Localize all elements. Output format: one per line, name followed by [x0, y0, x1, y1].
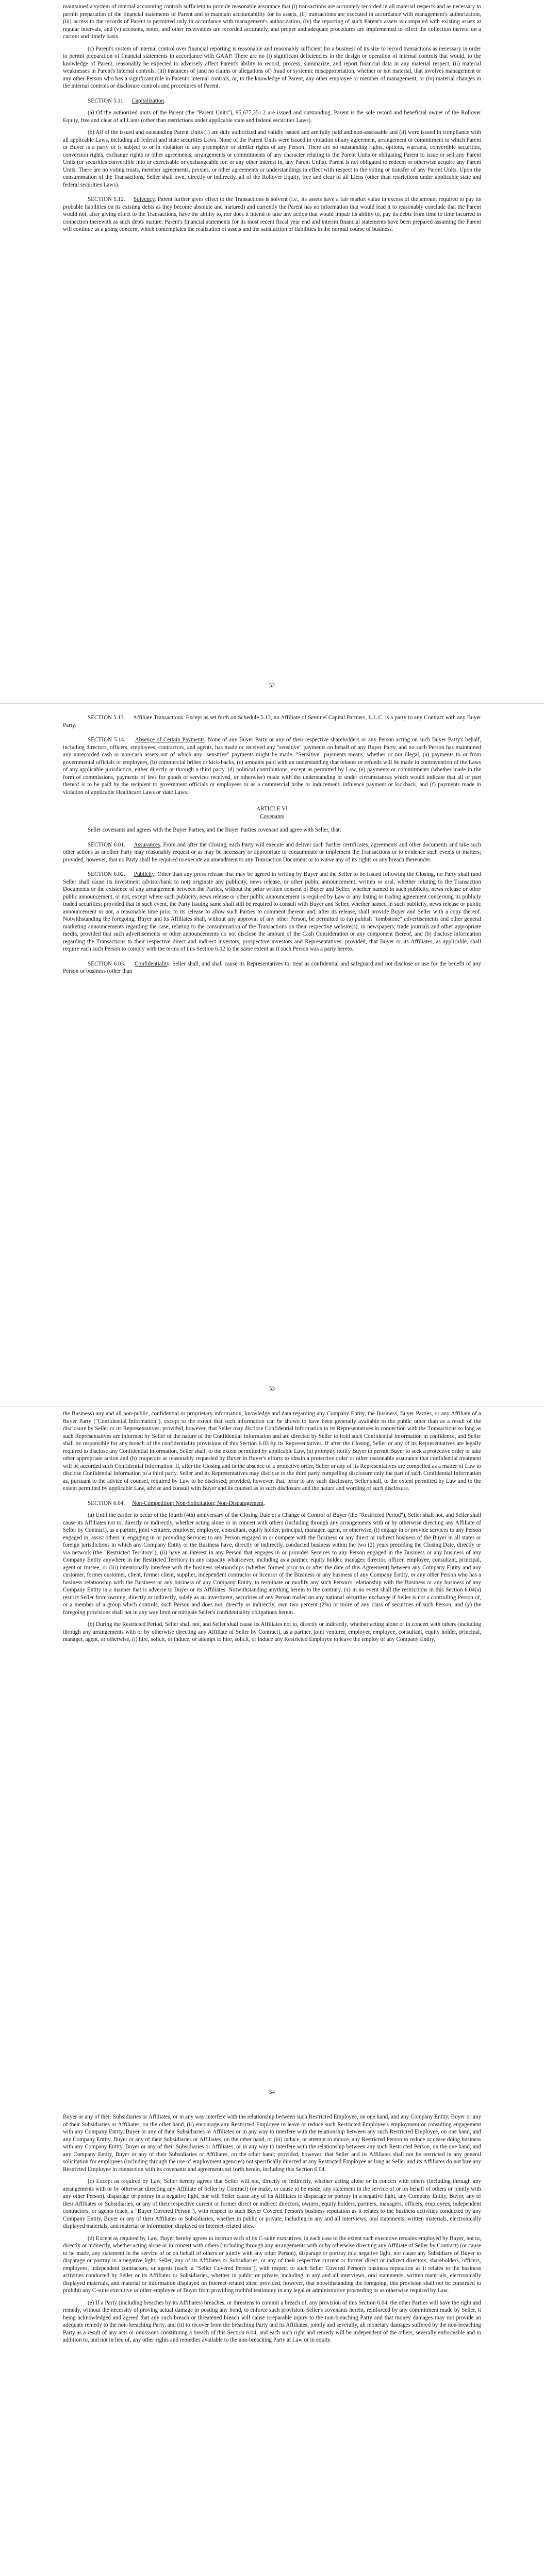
document-page: [0, 703, 544, 1406]
section-paragraph: [63, 841, 481, 864]
body-paragraph: (a) Until the earlier to occur of the fourth (4th) anniversary of the Closing Date or a Change of Control of Buyer (the "Restricted Period"), Seller shall not, and Seller shall cause its Affiliates not to, directly or indirectly, whether acting alone or in concert with others (including through any arrangements with or by otherwise directing any Affiliate of Seller by Contract), as a partner, joint venturer, employer, employee, consultant, equity holder, principal, manager, agent, or otherwise, (i) engage in or provide services to any Person engaged in, assist others in engaging in or providing Services to any Person engaged in or compete with the Business or any direct or indirect business of the Buyer in all states or foreign jurisdictions in which any Company Entity or the Business have, directly or indirectly, conducted business within the two (2) years preceding the Closing Date, directly or via network (the "Restricted Territory"), (ii) have an interest in any Person that engages in or provides Services to any Person engaged in the Business or any business of any Company Entity anywhere in the Restricted Territory in any capacity whatsoever, including as a partner, equity holder, manager, director, officer, employee, consultant, principal, agent or trustee, or (iii) intentionally interfere with the business relationships (whether formed prior to or after the date of this Agreement) between any Company Entity and any customer, former customer, client, former client, supplier, independent contractor or licensor of the Business or any business of any Company Entity, or any other Person who has a business relationship with the Business or any business of any Company Entity, to terminate or modify any such Person's relationship with the Business or any business of any Company Entity in a manner that is adverse to Buyer or its Affiliates. Notwithstanding anything herein to the contrary, (x) in no event shall the restrictions in this Section 6.04(a) restrict Seller from owning, directly or indirectly, solely as an investment, securities of any Person traded on any national securities exchange if Seller is not a controlling Person of, or a member of a group which controls, such Person and does not, directly or indirectly, own two percent (2%) or more of any class of securities of such Person, and (y) the foregoing provisions shall not in any way limit or mitigate Seller's confidentiality obligations herein.: [63, 1512, 481, 1616]
section-number: SECTION 6.01.: [88, 841, 125, 848]
section-paragraph: [63, 196, 481, 233]
section-paragraph: [63, 871, 481, 953]
body-paragraph: (b) All of the issued and outstanding Parent Units (i) are duly authorized and validly issued and are fully paid and non-assessable and (ii) were issued in compliance with all applicable Laws, including all federal and state securities Laws. None of the Parent Units were issued in violation of any agreement, arrangement or commitment to which Parent or Buyer is a party or is subject to or in violation of any preemptive or similar rights of any Person. There are no outstanding rights, options, warrants, convertible securities, conversion rights, exchange rights or other agreements, arrangements or commitments of any character relating to the Parent Units or obligating Parent to issue or sell any Parent Units (or securities convertible into or exercisable or exchangeable for, or any other interest in, any Parent Units). Parent is not obligated to redeem or otherwise acquire any Parent Units. There are no voting trusts, member agreements, proxies, or other agreements or understandings in effect with respect to the voting or transfer of any Parent Units. Upon the consummation of the Transactions, Seller shall own, directly or indirectly, all of the Rollover Equity, free and clear of all Liens (other than restrictions under applicable state and federal securities Laws).: [63, 129, 481, 188]
continued-paragraph: the Business) any and all non-public, confidential or proprietary information, knowledge and data regarding any Company Entity, the Business, Buyer Parties, or any Affiliate of a Buyer Party ("Confidential Information"), except to the extent that such information can be shown to have been generally available to the public other than as a result of the disclosure by Seller or its Representatives; provided, however, that Seller may disclose Confidential Information to its Representatives in connection with the Transactions so long as such Representatives are informed by Seller of the nature of the Confidential Information and are directed by Seller to hold such Confidential Information in confidence, and Seller shall be responsible for any breach of the confidentiality provisions of this Section 6.03 by its Representatives. If after the Closing, Seller or any of its Representatives are legally required to disclose any Confidential Information, Seller shall, to the extent permitted by applicable Law, (a) promptly notify Buyer to permit Buyer to seek a protective order or take other appropriate action and (b) cooperate as reasonably requested by Buyer in Buyer's efforts to obtain a protective order or other reasonable assurance that confidential treatment will be accorded such Confidential Information. If, after the Closing and in the absence of a protective order, Seller or any of its Representatives are compelled as a matter of Law to disclose Confidential Information to a third party, Seller and its Representatives may disclose to the third party compelling disclosure only the part of such Confidential Information as, pursuant to the advice of counsel, required by Law to be disclosed; provided, however, that, prior to any such disclosure, Seller shall, to the extent permitted by Law and to the extent permitted by applicable Law, advise and consult with Buyer and its counsel as to such disclosure and the nature and wording of such disclosure.: [63, 1411, 481, 1492]
body-paragraph: (b) During the Restricted Period, Seller shall not, and Seller shall cause its Affiliates not to, directly or indirectly, whether acting alone or in concert with others (including through any arrangements with or by otherwise directing any Affiliate of Seller by Contract), as a partner, joint venturer, employer, employee, consultant, equity holder, principal, manager, agent, or otherwise, (i) hire, solicit, or induce, or attempt to hire, solicit, or induce any Restricted Employee to leave the employ of any Company Entity,: [63, 1621, 481, 1642]
page-number: 52: [269, 683, 275, 689]
section-title: Assurances: [134, 841, 160, 848]
section-title: Capitalization: [131, 97, 164, 104]
section-paragraph: [63, 1500, 481, 1507]
section-body: . Except as set forth on Schedule 5.13, no Affiliate of Sentinel Capital Partners, L.L.C. is a party to any Contract with any Buyer Party.: [63, 715, 482, 728]
body-paragraph: (c) Parent's system of internal control over financial reporting is reasonable and reasonably sufficient for a business of its size to record transactions as necessary in order to permit preparation of financial statements in accordance with GAAP. There are no (i) significant deficiencies in the design or operation of internal controls that would, to the knowledge of Parent, reasonably be expected to adversely affect Parent's ability to record, process, summarize, and report financial data in any material respect, (ii) material weaknesses in Parent's internal controls, (iii) instances of (and no claims or allegations of) fraud or systemic misappropriation, whether or not material, that involves management or any other Person who has a significant role in Parent's internal controls, or, to the knowledge of Parent, any other employee or member of management, or (iv) material changes in the internal controls or disclosure controls and procedures of Parent.: [63, 45, 481, 89]
section-paragraph: [63, 714, 481, 729]
section-title: Solvency: [134, 196, 155, 202]
section-paragraph: [63, 97, 481, 105]
article-title: Covenants: [259, 813, 285, 820]
section-number: SECTION 5.14.: [88, 737, 126, 743]
body-paragraph: (d) Except as required by Law, Buyer hereby agrees to instruct each of its C-suite executives, in each case to the extent such executive remains employed by Buyer, not to, directly or indirectly, whether acting alone or in concert with others (including through any arrangements with or by otherwise directing any Affiliate of Seller by Contract) (or cause to be made, any statement in the service of or on behalf of others or jointly with any other Person), disparage or portray in a negative light, nor cause any Subsidiary of Buyer to disparage or portray in a negative light, Seller, any of its Affiliates or Subsidiaries, or any of their respective current or former direct or indirect directors, shareholders, officers, employees, independent contractors, or agents (each, a "Seller Covered Person"), with respect to such Seller Covered Person's business reputation as it relates to the business activities conducted by Seller or its Affiliates or Subsidiaries, whether in public or private, including in any and all interviews, oral statements, written materials, electronically displayed materials, and material or information displayed on Internet-related sites; provided, however, that notwithstanding the foregoing, this provision shall not be construed to prohibit any C-suite executive or other employee of Buyer from providing truthful testimony in any legal or administrative proceeding or as otherwise required by Law.: [63, 2235, 481, 2294]
body-paragraph: (e) If a Party (including breaches by its Affiliates) breaches, or threatens to commit a breach of, any provision of this Section 6.04, the other Parties will have the right and remedy, without the necessity of proving actual damage or posting any bond, to enforce such provision. Seller's covenants herein, reinforced by any commitment made by Seller, it being acknowledged and agreed that any such breach or threatened breach will cause irreparable injury to the non-breaching Party and that money damages may not provide an adequate remedy to the non-breaching Party, and (ii) to recover from the breaching Party and its Affiliates, jointly and severally, all monetary damages suffered by the non-breaching Party as a result of any acts or omissions constituting a breach of this Section 6.04, and each such right and remedy will be independent of the others, severally enforceable and in addition to, and not in lieu of, any other rights and remedies available to the non-breaching Party at Law or in equity.: [63, 2299, 481, 2343]
section-number: SECTION 6.02.: [88, 871, 125, 877]
section-number: SECTION 5.11.: [88, 97, 125, 104]
body-paragraph: (a) Of the authorized units of the Parent (the "Parent Units"), 95,677,351.2 are issued and outstanding. Parent is the sole record and beneficial owner of the Rollover Equity, free and clear of all Liens (other than restrictions under applicable state and federal securities Laws).: [63, 110, 481, 124]
continued-paragraph: Buyer or any of their Subsidiaries or Affiliates, or in any way interfere with the relationship between such Restricted Employee, on one hand, and any Company Entity, Buyer or any of their Subsidiaries or Affiliates, on the other hand, (ii) encourage any Restricted Employee to leave or reduce such Restricted Employee's employment or consulting engagement with any Company Entity, Buyer or any of their Subsidiaries or Affiliates or in any way to interfere with the relationship between any such Restricted Employee, on one hand, and any Company Entity, Buyer or any of their Subsidiaries or Affiliates, on the other hand, or (iii) induce, or attempt to induce, any Restricted Person to reduce or cease doing business with any Company Entity, Buyer or any of their Subsidiaries or Affiliates, or in any way to interfere with the relationship between any such Restricted Person, on the one hand, and any Company Entity, Buyer or any of their Subsidiaries or Affiliates, on the other hand; provided, however, that Seller and its Affiliates shall not be restricted in any general solicitation for employees (including through the use of employment agencies) not specifically directed at any Restricted Employee as long as Seller and its Affiliates do not hire any Restricted Employee in connection with its covenants and agreements set forth herein, including this Section 6.04.: [63, 2114, 481, 2173]
section-title: Publicity: [134, 871, 155, 877]
document-page: [0, 0, 544, 703]
body-paragraph: Seller covenants and agrees with the Buyer Parties, and the Buyer Parties covenant and agree with Seller, that:: [88, 827, 341, 833]
section-number: SECTION 5.12.: [88, 196, 125, 202]
section-title: Absence of Certain Payments: [135, 737, 205, 743]
section-body: . Parent further gives effect to the Transactions is solvent (i.e., its assets have a fair market value in excess of the amount required to pay its probable liabilities on its existing debts as they become absolute and matured) and currently the Parent has no information that would lead it to reasonably conclude that the Parent would not, after giving effect to the Transactions, have the ability to, nor does it intend to take any action that would impair its ability to, pay its debts from time to time incurred in connection therewith as such debts mature. Parent's financial statements for its most recent fiscal year end and interim financial statements have been prepared assuming the Parent will continue as a going concern, which contemplates the realization of assets and the satisfaction of liabilities in the normal course of business.: [63, 196, 482, 232]
section-number: SECTION 6.03.: [88, 960, 125, 967]
section-paragraph: [63, 736, 481, 796]
section-body: . From and after the Closing, each Party will execute and deliver such further certificates, agreements and other documents and take such other actions as another Party may reasonably request or as may be necessary or appropriate to consummate or implement the Transactions or to evidence such events or matters; provided, however, that no Party shall be required to execute an amendment to any Transaction Document or to waive any of its rights or any breach thereunder.: [63, 841, 481, 863]
section-body: .: [263, 1500, 265, 1506]
page-number: 54: [269, 2089, 275, 2095]
section-body: .: [164, 97, 166, 104]
article-number: ARTICLE VI: [256, 806, 288, 812]
section-body: . None of any Buyer Party or any of their respective shareholders or any Person acting on such Buyer Party's behalf, including directors, officers, employees, contractors, and agents, has made or received any "sensitive" payments on behalf of any Buyer Party, and no such Person has maintained any unrecorded cash or non-cash assets out of which any "sensitive" payments might be made. "Sensitive" payments means, whether or not illegal, (a) payments to or from governmental officials or employees, (b) commercial bribes or kick-backs, (c) amounts paid with an understanding that rebates or refunds will be made in contravention of the Laws of any applicable jurisdiction, either directly or through a third party, (d) political contributions, except as permitted by Law, (e) payments or commitments (whether made in the form of commissions, payments of fees for goods or services received, or otherwise) made with the understanding or under circumstances which would indicate that all or part thereof is to be paid by the recipient to government officials or employees or as a commercial bribe or inducement, influence payment or kickback, and (f) payments made in violation of applicable Healthcare Laws or state Laws.: [63, 737, 481, 795]
section-title: Confidentiality: [135, 960, 169, 967]
section-body: . Seller shall, and shall cause its Representatives to, treat as confidential and safeguard and not disclose or use for the benefit of any Person or business (other than: [63, 960, 482, 974]
article-heading: [63, 805, 481, 820]
section-title: Affiliate Transactions: [133, 715, 183, 721]
section-number: SECTION 5.13.: [88, 715, 125, 721]
continued-paragraph: maintained a system of internal accounting controls sufficient to provide reasonable assurance that (i) transactions are accurately recorded in all material respects and as necessary to permit preparation of the financial statements of Parent and to maintain accountability for its assets, (ii) transactions are executed in accordance with management's authorization, (iii) access to the records of Parent is permitted only in accordance with management's authorization, (iv) the reporting of such Parent's assets is compared with existing assets at regular intervals, and (v) accounts, notes, and other receivables are recorded accurately, and proper and adequate procedures are implemented to effect the collection thereof on a current and timely basis.: [63, 4, 481, 40]
section-number: SECTION 6.04.: [88, 1500, 125, 1506]
body-paragraph: (c) Except as required by Law, Seller hereby agrees that Seller will not, directly or indirectly, whether acting alone or in concert with others (including through any arrangements with or by otherwise directing any Affiliate of Seller by Contract) (or make, or cause to be made, any statement in the service of or on behalf of others or jointly with any other Person), disparage or portray in a negative light, nor will Seller cause any of its Affiliates to disparage or portray in a negative light, any Company Entity, Buyer, any of their Affiliates or Subsidiaries, or any of their respective current or former direct or indirect directors, owners, equity holders, partners, managers, officers, employees, independent contractors, or agents (each, a "Buyer Covered Person"), with respect to such Buyer Covered Person's business reputation as it relates to the business activities conducted by any Company Entity, Buyer or any of their Affiliates or Subsidiaries, whether in public or private, including in any and all interviews, oral statements, written materials, electronically displayed materials, and material or information displayed on Internet-related sites.: [63, 2178, 481, 2229]
page-number: 53: [269, 1386, 275, 1392]
document-page: [0, 2110, 544, 2576]
section-body: . Other than any press release that may be agreed in writing by Buyer and the Seller to be issued following the Closing, no Party shall (and Seller shall cause its investment advisor/bank to not) originate any publicity, news release, or other public announcement, written or oral, whether relating to the Transaction Documents or the existence of any arrangement between the Parties, without the prior written consent of Buyer and Seller, whether named in such publicity, news release or other public announcement, or not, except where such publicity, news release or other public announcement is required by Law or any listing or trading agreement concerning its publicly traded securities; provided that in such event, the Party issuing same shall still be required to consult with Buyer and Seller, whether named in such publicity, news release or public announcement or not, a reasonable time prior to its release to allow such Parties to comment thereon and, after its release, shall provide Buyer and Seller with a copy thereof. Notwithstanding the foregoing, Buyer and its Affiliates shall, without any approval of any other Person, be permitted to (a) publish "tombstone" advertisements and other general marketing announcements regarding the case, relating to the consummation of the Transactions on their respective website(s), in newspapers, trade journals and other appropriate media, provided that such advertisements or other announcements do not disclose the amount of the Cash Consideration or any component thereof, and (b) disclose information regarding the Transactions to their respective direct and indirect investors, prospective investors and Representatives; provided, that Buyer or its Affiliates, as applicable, shall require each such Person to comply with the terms of this Section 6.02 to the same extent as if such Person was a party hereto.: [63, 871, 481, 952]
section-paragraph: [63, 960, 481, 975]
section-title: Non-Competition; Non-Solicitation; Non-Disparagement: [132, 1500, 264, 1506]
document-page: [0, 1406, 544, 2110]
